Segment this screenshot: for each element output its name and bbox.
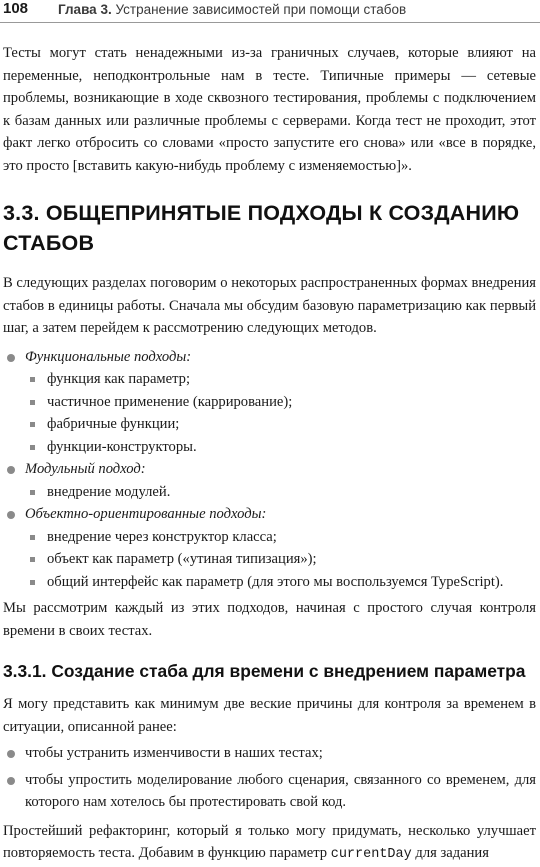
square-bullet-icon [30,445,35,450]
list-item [25,391,536,414]
last-paragraph [3,820,536,867]
approach-object-oriented [3,503,536,593]
approach-title: Модульный подход: [25,461,146,477]
list-item-text: внедрение модулей. [47,483,171,500]
square-bullet-icon [30,535,35,540]
bullet-icon [7,354,15,362]
bullet-icon [7,777,15,785]
subsection-heading: 3.3.1. Создание стаба для времени с внедрением параметра [3,661,526,681]
list-item [25,481,536,504]
subsection-paragraph: Я могу представить как минимум две веские причины для контроля за временем в ситуации, описанной ранее: [3,696,536,735]
bullet-icon [7,750,15,758]
bullet-icon [7,466,15,474]
page-number: 108 [3,0,29,17]
section-paragraph: В следующих разделах поговорим о некоторых распространенных формах внедрения стабов в единицы работы. Сначала мы обсудим базовую параметризацию как первый шаг, а затем перейдем к рассмотрению следующих методов. [3,275,536,336]
approach-modular [3,458,536,503]
list-item [3,742,536,765]
running-header [0,0,540,23]
chapter-title-text: Устранение зависимостей при помощи стабов [115,2,407,17]
list-item [25,413,536,436]
list-item-text: чтобы упростить моделирование любого сценария, связанного со временем, для которого нам хотелось бы протестировать свой код. [25,771,536,810]
approach-functional [3,346,536,459]
reasons-list [3,742,536,814]
square-bullet-icon [30,557,35,562]
list-item [25,436,536,459]
square-bullet-icon [30,580,35,585]
list-item-text: объект как параметр («утиная типизация»); [47,551,317,567]
list-item-text: внедрение через конструктор класса; [47,528,277,545]
section-closing-paragraph: Мы рассмотрим каждый из этих подходов, начиная с простого случая контроля времени в своих тестах. [3,600,536,639]
code-identifier: currentDay [330,847,412,862]
list-item [25,571,536,594]
list-item-text: чтобы устранить изменчивости в наших тестах; [25,745,323,761]
square-bullet-icon [30,377,35,382]
bullet-icon [7,511,15,519]
section-heading: 3.3. ОБЩЕПРИНЯТЫЕ ПОДХОДЫ К СОЗДАНИЮ СТАБОВ [3,201,520,255]
list-item-text: общий интерфейс как параметр (для этого мы воспользуемся TypeScript). [47,573,504,590]
square-bullet-icon [30,400,35,405]
approach-title: Объектно-ориентированные подходы: [25,506,267,522]
list-item [3,769,536,814]
list-item [25,548,536,571]
square-bullet-icon [30,490,35,495]
square-bullet-icon [30,422,35,427]
chapter-title [58,1,406,19]
chapter-label: Глава 3. [58,2,112,17]
list-item-text: фабричные функции; [47,416,180,432]
approaches-list [3,346,536,594]
page-content [3,42,536,867]
approach-title: Функциональные подходы: [25,348,192,365]
last-paragraph-start: Простейший рефакторинг, который я только могу придумать, несколько улучшает повторяемость теста. Добавим в функцию параметр [3,822,536,861]
approach-items [25,526,536,594]
list-item [25,368,536,391]
approach-items [25,368,536,458]
intro-paragraph: Тесты могут стать ненадежными из-за граничных случаев, которые влияют на переменные, неподконтрольные нам в тесте. Типичные примеры — сетевые проблемы, возникающие в ходе сквозного тестирования, проблемы с подключением к базам данных или различные проблемы с серверами. Когда тест не проходит, этот факт легко отбросить со словами «просто запустите его снова» или «все в порядке, это просто [вставить какую-нибудь проблему с изменяемостью]». [3,45,536,174]
list-item [25,526,536,549]
list-item-text: функции-конструкторы. [47,438,197,455]
list-item-text: функция как параметр; [47,371,191,387]
approach-items [25,481,536,504]
last-paragraph-end: для задания [415,845,489,861]
list-item-text: частичное применение (каррирование); [47,393,293,410]
